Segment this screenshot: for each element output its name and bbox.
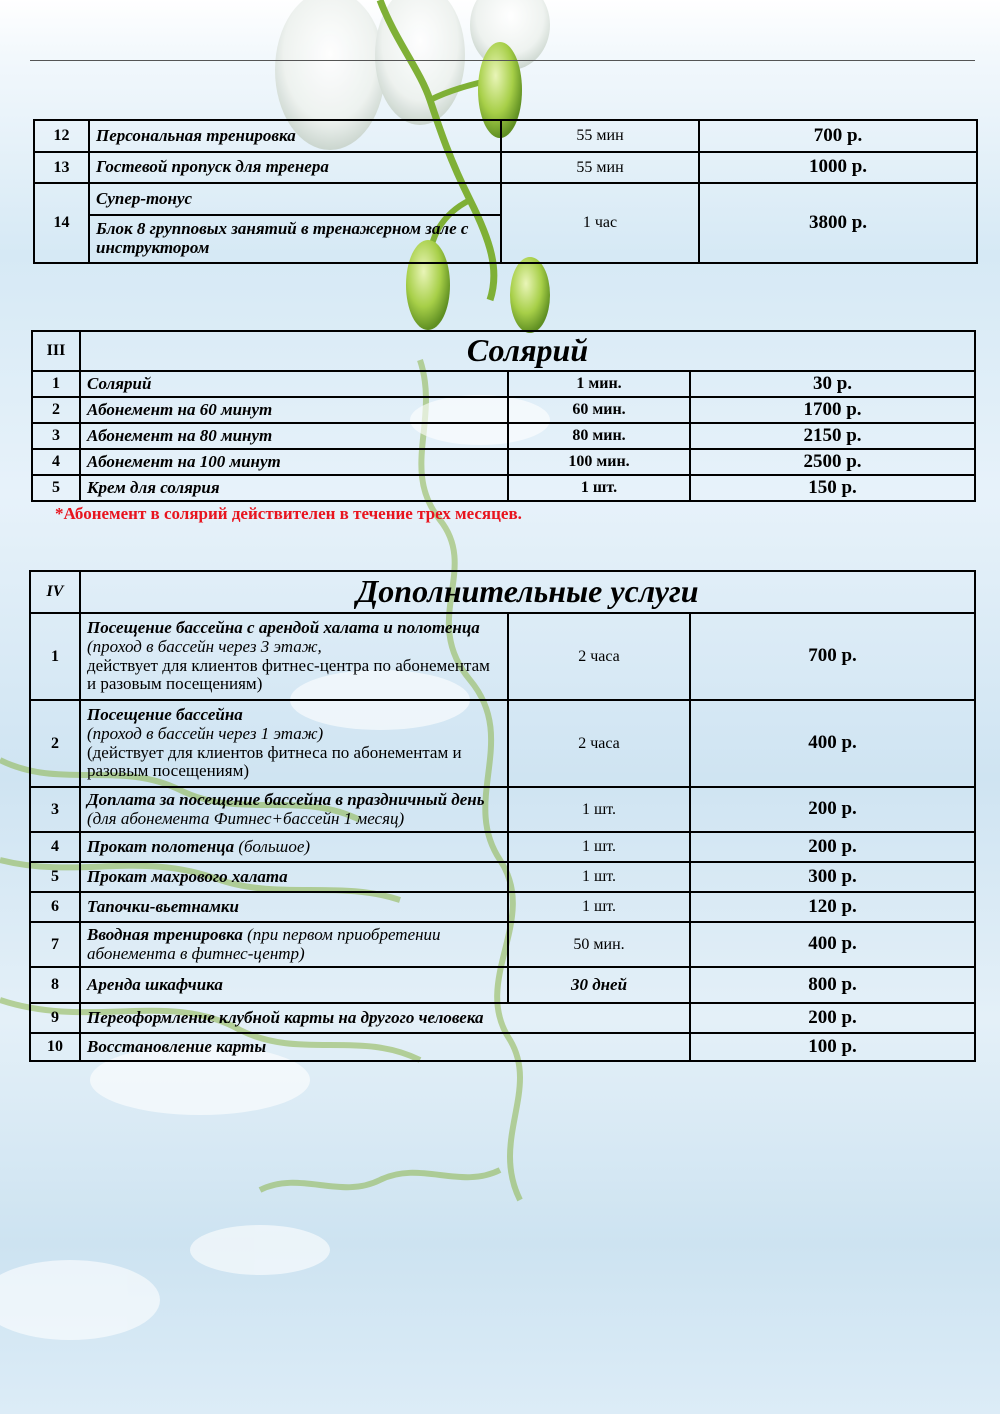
service-name: Абонемент на 80 минут xyxy=(80,423,508,449)
service-duration: 1 шт. xyxy=(508,787,690,832)
row-number: 10 xyxy=(30,1033,80,1061)
row-number: 5 xyxy=(30,862,80,892)
service-price: 700 р. xyxy=(699,120,977,152)
row-number: 7 xyxy=(30,922,80,967)
service-duration: 55 мин xyxy=(501,120,699,152)
table-row xyxy=(30,787,975,832)
solarium-note: *Абонемент в солярий действителен в течение трех месяцев. xyxy=(55,504,522,523)
trainer-services-table xyxy=(33,119,978,264)
service-duration: 60 мин. xyxy=(508,397,690,423)
section-number: III xyxy=(32,331,80,371)
service-price: 1700 р. xyxy=(690,397,975,423)
service-price: 100 р. xyxy=(690,1033,975,1061)
row-number: 4 xyxy=(32,449,80,475)
service-price: 1000 р. xyxy=(699,152,977,183)
service-duration: 1 шт. xyxy=(508,475,690,501)
section-header-row xyxy=(32,331,975,371)
service-name: Доплата за посещение бассейна в праздничный день (для абонемента Фитнес+бассейн 1 месяц) xyxy=(80,787,508,832)
service-duration: 1 час xyxy=(501,183,699,263)
row-number: 1 xyxy=(32,371,80,397)
service-name: Абонемент на 100 минут xyxy=(80,449,508,475)
service-price: 2150 р. xyxy=(690,423,975,449)
section-number: IV xyxy=(30,571,80,613)
service-duration: 1 мин. xyxy=(508,371,690,397)
row-number: 14 xyxy=(34,183,89,263)
service-price: 200 р. xyxy=(690,1003,975,1033)
service-name: Прокат полотенца (большое) xyxy=(80,832,508,862)
service-price: 400 р. xyxy=(690,700,975,787)
service-name: Аренда шкафчика xyxy=(80,967,508,1003)
service-price: 400 р. xyxy=(690,922,975,967)
service-name: Гостевой пропуск для тренера xyxy=(89,152,501,183)
service-name: Посещение бассейна (проход в бассейн через 1 этаж) (действует для клиентов фитнеса по абонементам и разовым посещениям) xyxy=(80,700,508,787)
table-row xyxy=(34,152,977,183)
row-number: 3 xyxy=(30,787,80,832)
table-row xyxy=(32,423,975,449)
row-number: 6 xyxy=(30,892,80,922)
header-rule xyxy=(30,60,975,61)
service-price: 300 р. xyxy=(690,862,975,892)
service-duration: 100 мин. xyxy=(508,449,690,475)
service-name: Вводная тренировка (при первом приобретении абонемента в фитнес-центр) xyxy=(80,922,508,967)
section-title: Дополнительные услуги xyxy=(80,571,975,613)
service-duration: 1 шт. xyxy=(508,862,690,892)
row-number: 1 xyxy=(30,613,80,700)
service-name: Восстановление карты xyxy=(80,1033,690,1061)
service-duration: 30 дней xyxy=(508,967,690,1003)
service-price: 3800 р. xyxy=(699,183,977,263)
table-row xyxy=(32,371,975,397)
table-row xyxy=(32,449,975,475)
service-name: Посещение бассейна с арендой халата и полотенца (проход в бассейн через 3 этаж, действует для клиентов фитнес-центра по абонементам и разовым посещениям) xyxy=(80,613,508,700)
row-number: 4 xyxy=(30,832,80,862)
row-number: 3 xyxy=(32,423,80,449)
service-price: 2500 р. xyxy=(690,449,975,475)
service-price: 30 р. xyxy=(690,371,975,397)
service-duration: 55 мин xyxy=(501,152,699,183)
service-name: Солярий xyxy=(80,371,508,397)
section-title: Солярий xyxy=(80,331,975,371)
solarium-table xyxy=(31,330,976,502)
service-name: Тапочки-вьетнамки xyxy=(80,892,508,922)
table-row xyxy=(34,120,977,152)
service-duration: 2 часа xyxy=(508,613,690,700)
service-price: 120 р. xyxy=(690,892,975,922)
service-price: 200 р. xyxy=(690,787,975,832)
table-row xyxy=(30,892,975,922)
service-price: 150 р. xyxy=(690,475,975,501)
table-row xyxy=(30,967,975,1003)
service-duration: 50 мин. xyxy=(508,922,690,967)
row-number: 9 xyxy=(30,1003,80,1033)
table-row xyxy=(32,475,975,501)
row-number: 5 xyxy=(32,475,80,501)
table-row xyxy=(30,613,975,700)
service-duration: 1 шт. xyxy=(508,892,690,922)
row-number: 2 xyxy=(30,700,80,787)
service-name: Супер-тонус xyxy=(89,183,501,215)
service-name: Крем для солярия xyxy=(80,475,508,501)
table-row xyxy=(30,922,975,967)
service-price: 800 р. xyxy=(690,967,975,1003)
service-duration: 80 мин. xyxy=(508,423,690,449)
row-number: 2 xyxy=(32,397,80,423)
table-row xyxy=(32,397,975,423)
table-row xyxy=(30,1033,975,1061)
service-name: Переоформление клубной карты на другого человека xyxy=(80,1003,690,1033)
service-price: 700 р. xyxy=(690,613,975,700)
extra-services-table xyxy=(29,570,976,1062)
section-header-row xyxy=(30,571,975,613)
table-row xyxy=(30,832,975,862)
table-row xyxy=(30,862,975,892)
service-name: Абонемент на 60 минут xyxy=(80,397,508,423)
row-number: 13 xyxy=(34,152,89,183)
service-subname: Блок 8 групповых занятий в тренажерном зале с инструктором xyxy=(89,215,501,263)
service-name: Персональная тренировка xyxy=(89,120,501,152)
service-name: Прокат махрового халата xyxy=(80,862,508,892)
row-number: 8 xyxy=(30,967,80,1003)
service-duration: 1 шт. xyxy=(508,832,690,862)
service-duration: 2 часа xyxy=(508,700,690,787)
table-row xyxy=(30,1003,975,1033)
table-row xyxy=(30,700,975,787)
service-price: 200 р. xyxy=(690,832,975,862)
row-number: 12 xyxy=(34,120,89,152)
table-row xyxy=(34,183,977,215)
